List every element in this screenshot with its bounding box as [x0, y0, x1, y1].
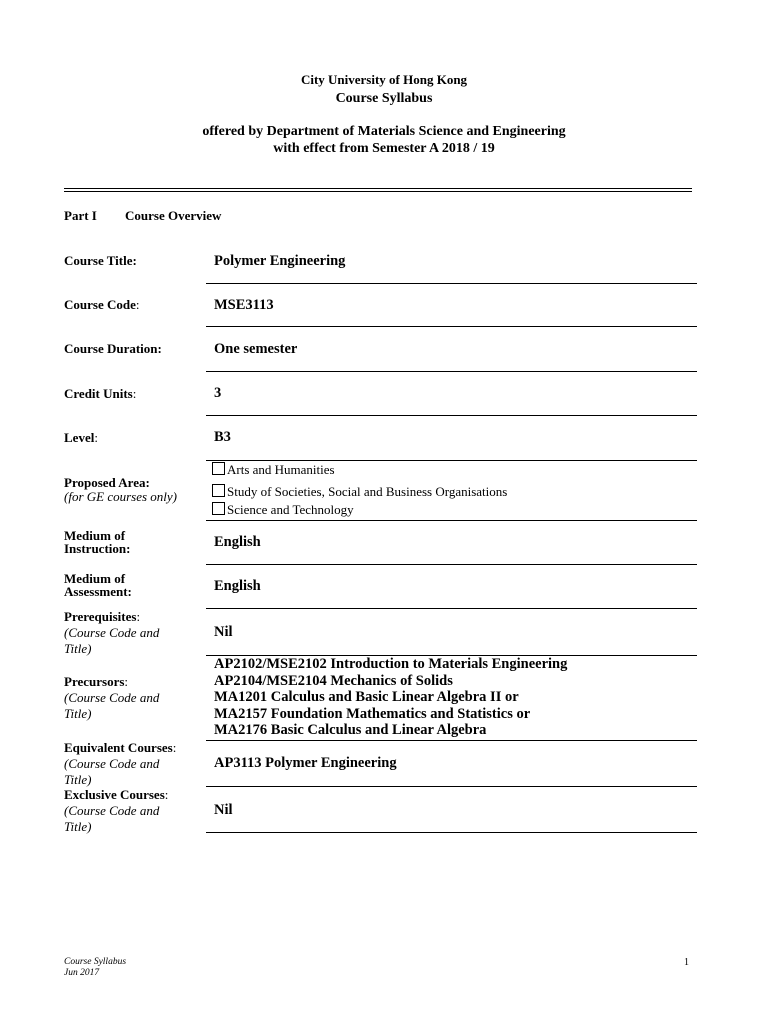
area-option-label: Arts and Humanities	[227, 462, 335, 477]
offered-by: offered by Department of Materials Science and Engineering	[202, 124, 566, 139]
part-number: Part I	[64, 208, 97, 223]
proposed-area-note: (for GE courses only)	[64, 489, 178, 504]
level-value: B3	[214, 429, 231, 445]
page-number: 1	[684, 957, 689, 968]
exclusive-courses-label-text: Exclusive Courses	[64, 787, 165, 802]
precursor-item: AP2102/MSE2102 Introduction to Materials Engineering	[214, 656, 568, 672]
prerequisites-note-2: Title)	[64, 641, 92, 656]
checkbox-icon[interactable]	[212, 484, 225, 497]
header-rule-bottom	[64, 191, 692, 192]
part-title: Course Overview	[125, 208, 222, 223]
medium-assessment-value: English	[214, 578, 261, 594]
footer-date: Jun 2017	[64, 968, 100, 978]
course-code-value: MSE3113	[214, 297, 274, 313]
proposed-area-label	[64, 476, 177, 505]
exclusive-courses-value: Nil	[214, 802, 233, 818]
course-duration-value: One semester	[214, 341, 298, 357]
footer-doc-name: Course Syllabus	[64, 957, 127, 967]
prerequisites-label	[64, 609, 159, 657]
precursor-item: MA2176 Basic Calculus and Linear Algebra	[214, 722, 487, 738]
equivalent-courses-value: AP3113 Polymer Engineering	[214, 755, 397, 771]
precursors-colon: :	[124, 674, 129, 689]
exclusive-courses-label	[64, 787, 168, 835]
precursors-note-1: (Course Code and	[64, 690, 160, 705]
row-divider	[206, 415, 697, 416]
equivalent-courses-note-1: (Course Code and	[64, 756, 160, 771]
prerequisites-label-text: Prerequisites	[64, 609, 137, 624]
prerequisites-value: Nil	[214, 624, 233, 640]
row-divider	[206, 371, 697, 372]
exclusive-courses-note-1: (Course Code and	[64, 803, 160, 818]
medium-instruction-value: English	[214, 534, 261, 550]
proposed-area-label-text: Proposed Area:	[64, 475, 150, 490]
area-option-label: Study of Societies, Social and Business Organisations	[227, 484, 508, 499]
precursor-item: MA1201 Calculus and Basic Linear Algebra II or	[214, 689, 519, 705]
precursors-note-2: Title)	[64, 706, 92, 721]
precursors-label	[64, 674, 159, 722]
area-option-arts[interactable]	[212, 462, 335, 477]
equivalent-courses-colon: :	[172, 740, 177, 755]
equivalent-courses-label-text: Equivalent Courses	[64, 740, 173, 755]
credit-units-label-text: Credit Units	[64, 386, 133, 401]
area-option-label: Science and Technology	[227, 502, 354, 517]
precursor-item: MA2157 Foundation Mathematics and Statistics or	[214, 705, 531, 722]
exclusive-courses-colon: :	[164, 787, 169, 802]
row-divider	[206, 608, 697, 609]
medium-instruction-label-2: Instruction:	[64, 541, 131, 556]
precursors-list	[214, 656, 567, 739]
medium-instruction-label	[64, 529, 130, 555]
row-divider	[206, 740, 697, 741]
document-title: Course Syllabus	[335, 91, 433, 106]
level-colon: :	[94, 430, 98, 445]
level-label	[64, 431, 98, 444]
prerequisites-note-1: (Course Code and	[64, 625, 160, 640]
precursor-item: AP2104/MSE2104 Mechanics of Solids	[214, 672, 453, 689]
medium-instruction-label-1: Medium of	[64, 528, 126, 543]
row-divider	[206, 832, 697, 833]
course-title-label: Course Title:	[64, 253, 137, 268]
checkbox-icon[interactable]	[212, 502, 225, 515]
course-duration-label: Course Duration:	[64, 341, 162, 356]
level-label-text: Level	[64, 430, 95, 445]
exclusive-courses-note-2: Title)	[64, 819, 92, 834]
course-code-colon: :	[135, 297, 140, 312]
medium-assessment-label	[64, 572, 132, 598]
medium-assessment-label-2: Assessment:	[64, 584, 132, 599]
equivalent-courses-note-2: Title)	[64, 772, 92, 787]
equivalent-courses-label	[64, 740, 176, 788]
row-divider	[206, 326, 697, 327]
row-divider	[206, 520, 697, 521]
prerequisites-colon: :	[136, 609, 141, 624]
credit-units-value: 3	[214, 385, 222, 401]
header-rule-top	[64, 188, 692, 189]
row-divider	[206, 786, 697, 787]
course-code-label	[64, 298, 139, 311]
university-name: City University of Hong Kong	[300, 72, 468, 87]
area-option-societies[interactable]	[212, 484, 507, 499]
row-divider	[206, 283, 697, 284]
course-title-value: Polymer Engineering	[214, 253, 346, 269]
credit-units-colon: :	[132, 386, 137, 401]
medium-assessment-label-1: Medium of	[64, 571, 126, 586]
area-option-science[interactable]	[212, 502, 354, 517]
course-code-label-text: Course Code	[64, 297, 136, 312]
row-divider	[206, 564, 697, 565]
credit-units-label	[64, 387, 136, 400]
effective-date: with effect from Semester A 2018 / 19	[273, 141, 495, 156]
row-divider	[206, 460, 697, 461]
precursors-label-text: Precursors	[64, 674, 125, 689]
checkbox-icon[interactable]	[212, 462, 225, 475]
